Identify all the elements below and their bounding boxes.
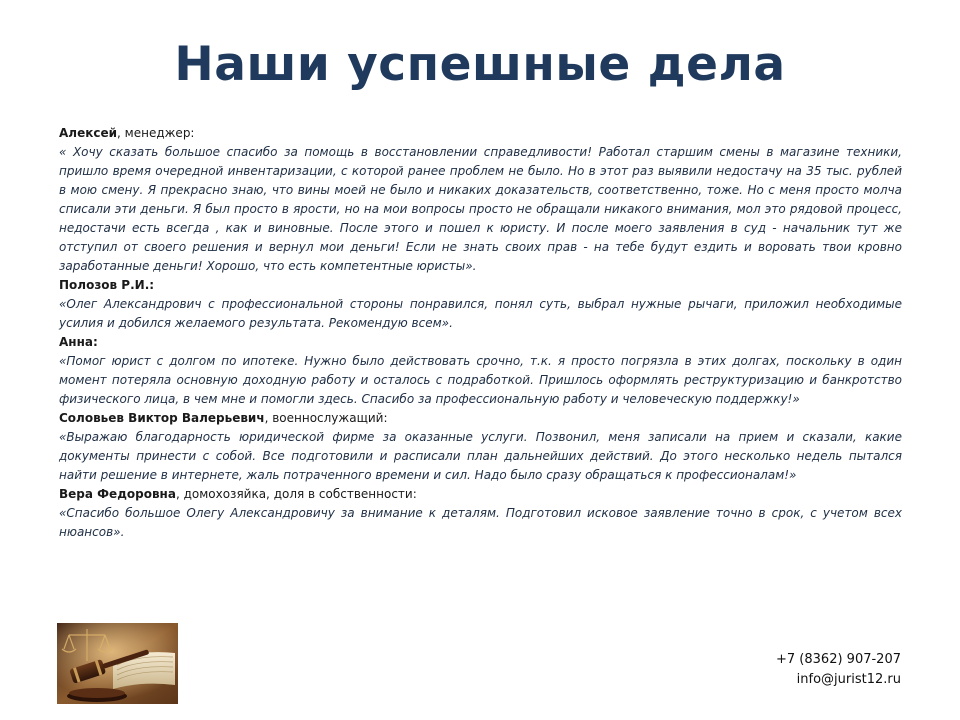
review-author-line: [59, 333, 902, 352]
review-item: [59, 409, 902, 485]
review-author-name: Соловьев Виктор Валерьевич: [59, 411, 265, 425]
contact-email: info@jurist12.ru: [796, 672, 901, 687]
review-item: [59, 276, 902, 333]
review-item: [59, 485, 902, 542]
review-author-line: [59, 485, 902, 504]
review-quote: « Хочу сказать большое спасибо за помощь в восстановлении справедливости! Работал старшим смены в магазине техники, пришло время очередной инвентаризации, с которой ранее проблем не было. Но в этот раз выявили недостачу на 35 тыс. рублей в мою смену. Я прекрасно знаю, что вины моей не было и никаких доказательств, соответственно, тоже. Но с меня просто молча списали эти деньги. Я был просто в ярости, но на мои вопросы просто не обращали никакого внимания, мол это рядовой процесс, недостачи есть всегда , как и виновные. После этого и пошел к юристу. И после моего заявления в суд - начальник тут же отступил от своего решения и вернул мои деньги! Если не знать своих прав - на тебе будут ездить и воровать твои кровно заработанные деньги! Хорошо, что есть компетентные юристы».: [59, 145, 902, 273]
contacts-block: [776, 650, 901, 690]
review-author-role: , менеджер:: [117, 126, 195, 140]
review-author-line: [59, 124, 902, 143]
review-quote: «Выражаю благодарность юридической фирме за оказанные услуги. Позвонил, меня записали на прием и сказали, какие документы принести с собой. Все подготовили и расписали план дальнейших действий. До этого несколько недель пытался найти решение в интернете, жаль потраченного времени и сил. Надо было сразу обращаться к профессионалам!»: [59, 430, 902, 482]
review-author-line: [59, 409, 902, 428]
review-item: [59, 124, 902, 276]
gavel-icon: [57, 623, 178, 704]
review-quote: «Спасибо большое Олегу Александровичу за внимание к деталям. Подготовил исковое заявление точно в срок, с учетом всех нюансов».: [59, 506, 902, 539]
review-author-name: Алексей: [59, 126, 118, 140]
review-author-role: , военнослужащий:: [264, 411, 388, 425]
review-author-name: Вера Федоровна: [59, 487, 176, 501]
review-author-name: Анна:: [59, 335, 98, 349]
review-item: [59, 333, 902, 409]
contact-phone: +7 (8362) 907-207: [776, 652, 901, 667]
review-quote: «Помог юрист с долгом по ипотеке. Нужно было действовать срочно, т.к. я просто погрязла в этих долгах, поскольку в один момент потеряла основную доходную работу и осталось с подработкой. Пришлось оформлять реструктуризацию и банкротство физического лица, в чем мне и помогли здесь. Спасибо за профессиональную работу и человеческую поддержку!»: [59, 354, 902, 406]
reviews-list: [59, 124, 902, 542]
review-author-role: , домохозяйка, доля в собственности:: [175, 487, 417, 501]
page-title: Наши успешные дела: [174, 37, 786, 92]
review-quote: «Олег Александрович с профессиональной стороны понравился, понял суть, выбрал нужные рычаги, приложил необходимые усилия и добился желаемого результата. Рекомендую всем».: [59, 297, 902, 330]
review-author-name: Полозов Р.И.:: [59, 278, 155, 292]
gavel-scales-book-image: [57, 623, 178, 704]
review-author-line: [59, 276, 902, 295]
